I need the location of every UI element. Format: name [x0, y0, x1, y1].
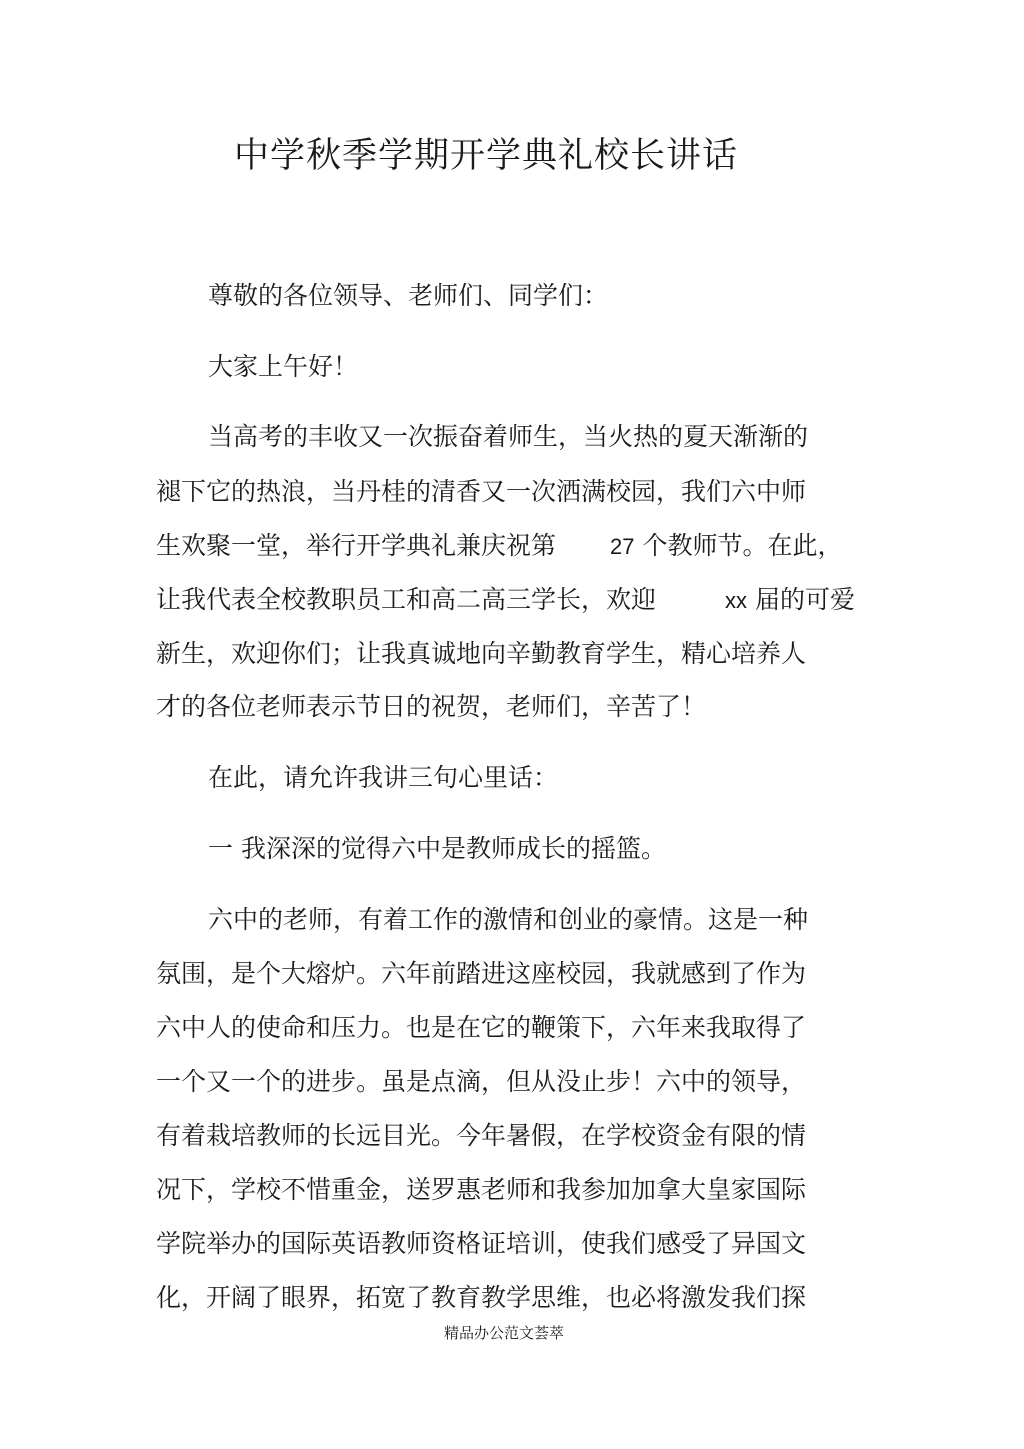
paragraph-line: 六中人的使命和压力。也是在它的鞭策下，六年来我取得了 [156, 1013, 807, 1042]
paragraph-text: 生欢聚一堂，举行开学典礼兼庆祝第 [156, 531, 557, 560]
paragraph-line: 六中的老师，有着工作的激情和创业的豪情。这是一种 [208, 905, 809, 934]
paragraph-line: 有着栽培教师的长远目光。今年暑假，在学校资金有限的情 [156, 1121, 807, 1150]
paragraph-line: 褪下它的热浪，当丹桂的清香又一次洒满校园，我们六中师 [156, 477, 807, 506]
paragraph-line: 当高考的丰收又一次振奋着师生，当火热的夏天渐渐的 [208, 422, 809, 451]
salutation: 尊敬的各位领导、老师们、同学们： [208, 281, 609, 310]
paragraph-text: 个教师节。在此， [642, 531, 843, 560]
paragraph-line: 况下，学校不惜重金，送罗惠老师和我参加加拿大皇家国际 [156, 1175, 807, 1204]
paragraph-line [156, 583, 855, 618]
paragraph-line: 才的各位老师表示节日的祝贺，老师们，辛苦了！ [156, 692, 707, 721]
paragraph-line: 学院举办的国际英语教师资格证培训，使我们感受了异国文 [156, 1229, 807, 1258]
paragraph-line: 氛围，是个大熔炉。六年前踏进这座校园，我就感到了作为 [156, 959, 807, 988]
paragraph-text: 让我代表全校教职员工和高二高三学长，欢迎 [156, 585, 657, 614]
paragraph-line: 新生，欢迎你们；让我真诚地向辛勤教育学生，精心培养人 [156, 639, 807, 668]
paragraph-line: 化，开阔了眼界，拓宽了教育教学思维，也必将激发我们探 [156, 1283, 807, 1312]
paragraph-line [156, 529, 842, 564]
paragraph-text: 届的可爱 [754, 585, 855, 614]
cohort-placeholder: xx [725, 588, 748, 613]
greeting: 大家上午好！ [208, 352, 359, 381]
intro-line: 在此，请允许我讲三句心里话： [208, 763, 559, 792]
point-one: 一 我深深的觉得六中是教师成长的摇篮。 [208, 834, 666, 863]
document-title: 中学秋季学期开学典礼校长讲话 [233, 136, 738, 176]
teachers-day-number: 27 [610, 534, 635, 559]
page-footer: 精品办公范文荟萃 [443, 1324, 564, 1342]
paragraph-line: 一个又一个的进步。虽是点滴，但从没止步！六中的领导， [156, 1067, 807, 1096]
